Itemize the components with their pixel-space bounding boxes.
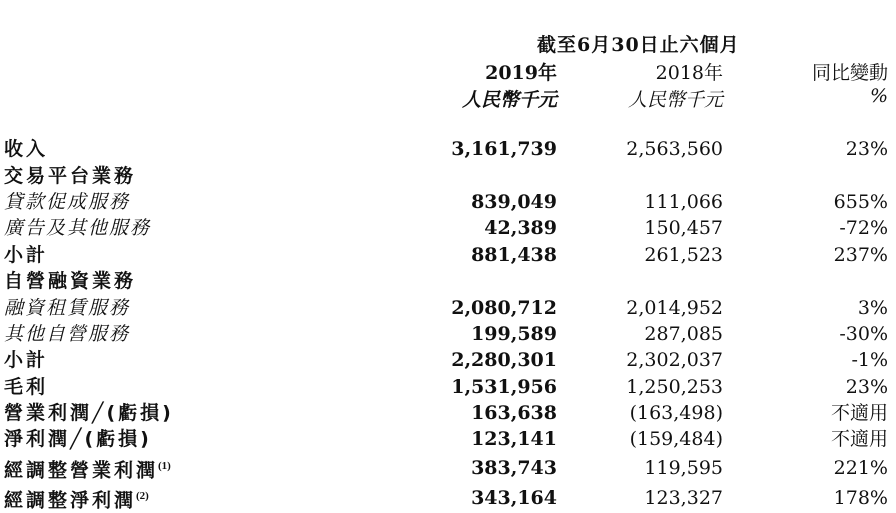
- value-change: 3%: [857, 296, 888, 319]
- value-2019: 1,531,956: [451, 375, 557, 398]
- value-2019: 2,280,301: [451, 349, 557, 372]
- value-2018: 2,302,037: [626, 349, 723, 372]
- value-change: 23%: [845, 375, 888, 398]
- value-change: 178%: [833, 487, 888, 510]
- row-label-text: 小計: [4, 243, 49, 266]
- row-label: [4, 162, 417, 188]
- value-2019: 199,589: [471, 322, 557, 345]
- value-change: 237%: [833, 243, 888, 266]
- value-2018: [557, 268, 723, 294]
- footnote-marker: (2): [136, 490, 149, 503]
- value-2018: 2,563,560: [626, 138, 723, 161]
- value-2019: 839,049: [471, 190, 557, 213]
- row-label-text: 經調整淨利潤: [4, 489, 137, 512]
- value-change: [723, 162, 888, 188]
- table-row: [4, 215, 888, 241]
- footnote-marker: (1): [158, 459, 171, 472]
- row-label: [4, 453, 417, 483]
- row-label: [4, 483, 417, 513]
- value-2019: [417, 162, 557, 188]
- col-change-title: 同比變動: [811, 62, 888, 84]
- col-2019-unit: 人民幣千元: [461, 89, 557, 111]
- row-label-text: 其他自營服務: [4, 322, 131, 345]
- row-label: [4, 374, 417, 400]
- value-2019: 123,141: [471, 428, 557, 451]
- value-change: -72%: [839, 217, 888, 240]
- table-row: [4, 189, 888, 215]
- row-label: [4, 189, 417, 215]
- value-change: -30%: [839, 322, 888, 345]
- value-2019: 42,389: [484, 217, 557, 240]
- row-label-text: 經調整營業利潤: [4, 459, 159, 482]
- table-row: [4, 321, 888, 347]
- row-label-text: 毛利: [4, 375, 49, 398]
- value-2018: 111,066: [644, 190, 723, 213]
- value-change: -1%: [851, 349, 888, 372]
- value-2018: [557, 162, 723, 188]
- value-2018: 287,085: [644, 322, 723, 345]
- row-label-text: 小計: [4, 349, 49, 372]
- row-label-text: 收入: [4, 138, 49, 161]
- row-label-text: 貸款促成服務: [4, 190, 131, 213]
- table-row: [4, 136, 888, 162]
- row-label: [4, 136, 417, 162]
- row-label: [4, 242, 417, 268]
- row-label-text: 自營融資業務: [4, 270, 137, 293]
- value-2019: 383,743: [471, 456, 557, 479]
- value-2019: 881,438: [471, 243, 557, 266]
- row-label-text: 交易平台業務: [4, 164, 137, 187]
- financial-table: [4, 136, 888, 513]
- col-2018-year: 2018年: [655, 62, 723, 84]
- value-change: 不適用: [830, 402, 888, 425]
- table-row: [4, 162, 888, 188]
- table-row: [4, 374, 888, 400]
- value-2019: 163,638: [471, 402, 557, 425]
- value-2018: 150,457: [644, 217, 723, 240]
- value-2018: 261,523: [644, 243, 723, 266]
- value-change: 不適用: [830, 428, 888, 451]
- value-change: 655%: [833, 190, 888, 213]
- table-row: [4, 268, 888, 294]
- row-label: [4, 321, 417, 347]
- col-2018-unit: 人民幣千元: [627, 89, 723, 111]
- row-label: [4, 294, 417, 320]
- value-2018: (163,498): [629, 402, 723, 425]
- table-row: [4, 242, 888, 268]
- value-2018: 1,250,253: [626, 375, 723, 398]
- value-change: 221%: [833, 456, 888, 479]
- row-label-text: 廣告及其他服務: [4, 217, 152, 240]
- table-row: [4, 347, 888, 373]
- period-heading: 截至6月30日止六個月: [537, 34, 740, 56]
- row-label-text: 營業利潤╱(虧損): [4, 402, 174, 425]
- value-2018: (159,484): [629, 428, 723, 451]
- col-2019-year: 2019年: [485, 62, 557, 84]
- row-label: [4, 215, 417, 241]
- table-row: [4, 294, 888, 320]
- table-row: [4, 453, 888, 483]
- value-2018: 119,595: [644, 456, 723, 479]
- value-2019: 343,164: [471, 487, 557, 510]
- table-row: [4, 400, 888, 426]
- row-label-text: 淨利潤╱(虧損): [4, 428, 152, 451]
- col-change-unit: %: [869, 85, 888, 107]
- row-label: [4, 400, 417, 426]
- row-label: [4, 426, 417, 452]
- value-change: 23%: [845, 138, 888, 161]
- value-2018: 2,014,952: [626, 296, 723, 319]
- value-2019: 2,080,712: [451, 296, 557, 319]
- value-2019: 3,161,739: [451, 138, 557, 161]
- row-label: [4, 268, 417, 294]
- value-2018: 123,327: [644, 487, 723, 510]
- table-row: [4, 483, 888, 513]
- row-label: [4, 347, 417, 373]
- value-2019: [417, 268, 557, 294]
- row-label-text: 融資租賃服務: [4, 296, 131, 319]
- value-change: [723, 268, 888, 294]
- table-row: [4, 426, 888, 452]
